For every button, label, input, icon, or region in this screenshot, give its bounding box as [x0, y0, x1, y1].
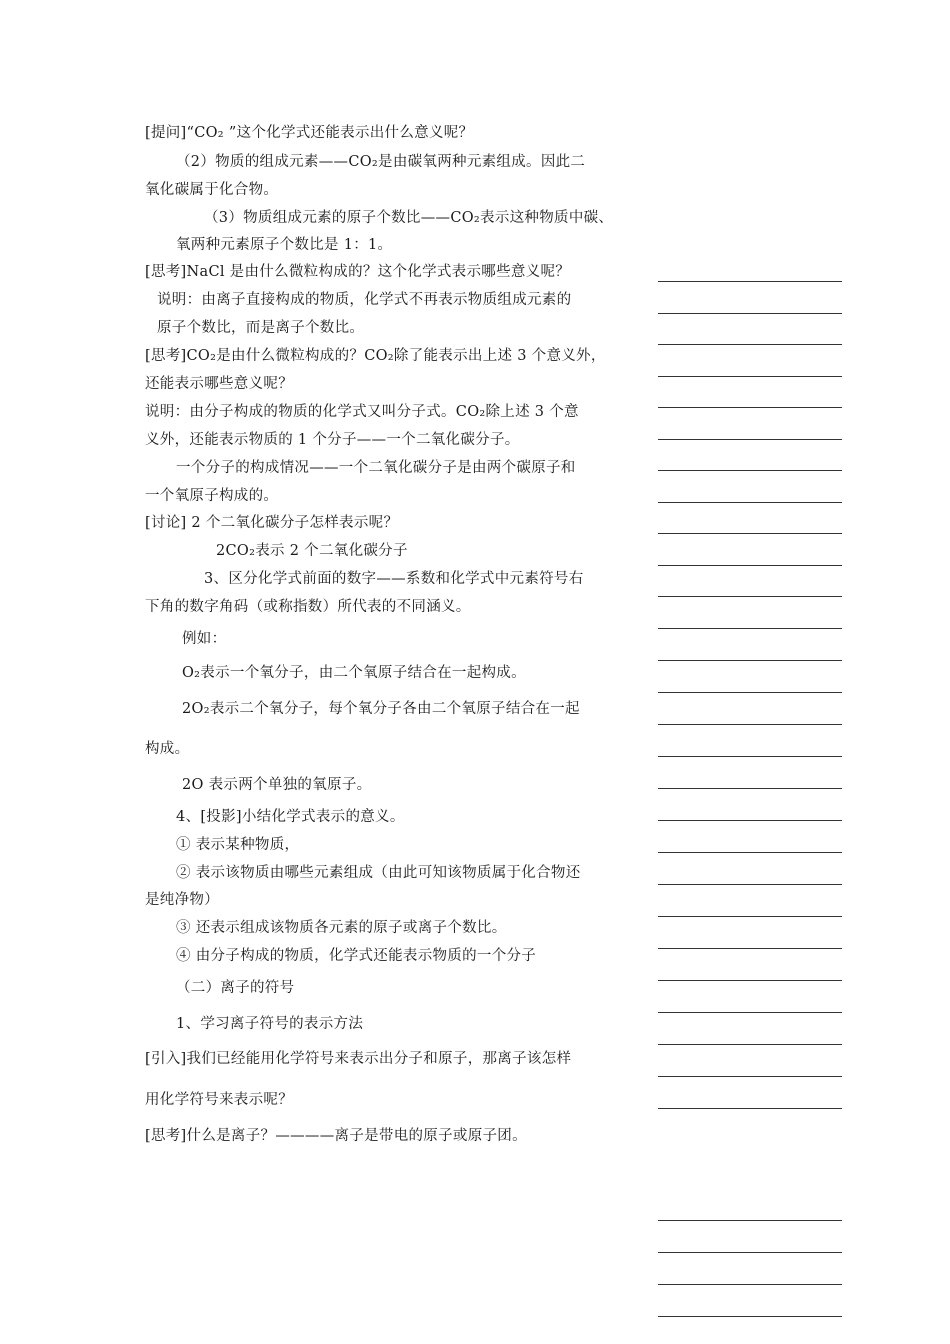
text-line: 义外，还能表示物质的 1 个分子——一个二氧化碳分子。	[145, 432, 520, 448]
text-line: ② 表示该物质由哪些元素组成（由此可知该物质属于化合物还	[176, 865, 581, 881]
text-line: 原子个数比，而是离子个数比。	[157, 320, 365, 336]
text-line: 下角的数字角码（或称指数）所代表的不同涵义。	[145, 599, 471, 615]
text-line: 2O 表示两个单独的氧原子。	[182, 777, 372, 793]
text-line: 2CO₂表示 2 个二氧化碳分子	[216, 543, 408, 559]
note-rule	[658, 565, 842, 566]
text-line: 说明：由离子直接构成的物质，化学式不再表示物质组成元素的	[157, 292, 572, 308]
note-rule	[658, 1220, 842, 1221]
note-rule	[658, 407, 842, 408]
text-line: 2O₂表示二个氧分子，每个氧分子各由二个氧原子结合在一起	[182, 701, 580, 717]
note-rule	[658, 916, 842, 917]
note-rule	[658, 344, 842, 345]
note-rule	[658, 692, 842, 693]
note-rule	[658, 596, 842, 597]
text-line: 一个氧原子构成的。	[145, 488, 279, 504]
note-rule	[658, 1044, 842, 1045]
text-line: （二）离子的符号	[176, 980, 295, 996]
text-line: ③ 还表示组成该物质各元素的原子或离子个数比。	[176, 920, 507, 936]
text-line: 4、[投影]小结化学式表示的意义。	[176, 809, 405, 825]
note-rule	[658, 470, 842, 471]
text-line: 3、区分化学式前面的数字——系数和化学式中元素符号右	[204, 571, 584, 587]
note-rule	[658, 1076, 842, 1077]
text-line: O₂表示一个氧分子，由二个氧原子结合在一起构成。	[182, 665, 526, 681]
note-rule	[658, 1284, 842, 1285]
note-rule	[658, 820, 842, 821]
text-line: 是纯净物）	[145, 892, 219, 908]
note-rule	[658, 1252, 842, 1253]
text-line: 用化学符号来表示呢？	[145, 1092, 293, 1108]
note-rule	[658, 948, 842, 949]
text-line: 例如：	[182, 631, 227, 647]
note-rule	[658, 884, 842, 885]
note-rule	[658, 852, 842, 853]
text-line: 构成。	[145, 741, 190, 757]
text-line: 一个分子的构成情况——一个二氧化碳分子是由两个碳原子和	[176, 460, 576, 476]
note-rule	[658, 980, 842, 981]
note-rule	[658, 756, 842, 757]
text-line: 还能表示哪些意义呢？	[145, 376, 293, 392]
text-line: （2）物质的组成元素——CO₂是由碳氧两种元素组成。因此二	[176, 154, 586, 170]
text-line: [思考]什么是离子？————离子是带电的原子或原子团。	[145, 1128, 527, 1144]
note-rule	[658, 376, 842, 377]
text-line: 氧两种元素原子个数比是 1：1。	[176, 237, 393, 253]
note-rule	[658, 788, 842, 789]
note-rule	[658, 660, 842, 661]
text-line: ④ 由分子构成的物质，化学式还能表示物质的一个分子	[176, 948, 537, 964]
text-line: [思考]CO₂是由什么微粒构成的？CO₂除了能表示出上述 3 个意义外，	[145, 348, 606, 364]
note-rule	[658, 1012, 842, 1013]
text-line: 说明：由分子构成的物质的化学式又叫分子式。CO₂除上述 3 个意	[145, 404, 579, 420]
text-line: [思考]NaCl 是由什么微粒构成的？这个化学式表示哪些意义呢？	[145, 264, 571, 280]
text-line: （3）物质组成元素的原子个数比——CO₂表示这种物质中碳、	[204, 210, 614, 226]
text-line: [提问]“CO₂ ”这个化学式还能表示出什么意义呢？	[145, 125, 474, 141]
note-rule	[658, 724, 842, 725]
text-line: 氧化碳属于化合物。	[145, 182, 279, 198]
note-rule	[658, 439, 842, 440]
note-rule	[658, 1108, 842, 1109]
text-line: [引入]我们已经能用化学符号来表示出分子和原子，那离子该怎样	[145, 1051, 572, 1067]
note-rule	[658, 502, 842, 503]
text-line: [讨论] 2 个二氧化碳分子怎样表示呢？	[145, 515, 399, 531]
note-rule	[658, 533, 842, 534]
note-rule	[658, 1316, 842, 1317]
text-line: 1、学习离子符号的表示方法	[176, 1016, 364, 1032]
note-rule	[658, 281, 842, 282]
note-rule	[658, 628, 842, 629]
note-rule	[658, 313, 842, 314]
text-line: ① 表示某种物质，	[176, 837, 300, 853]
